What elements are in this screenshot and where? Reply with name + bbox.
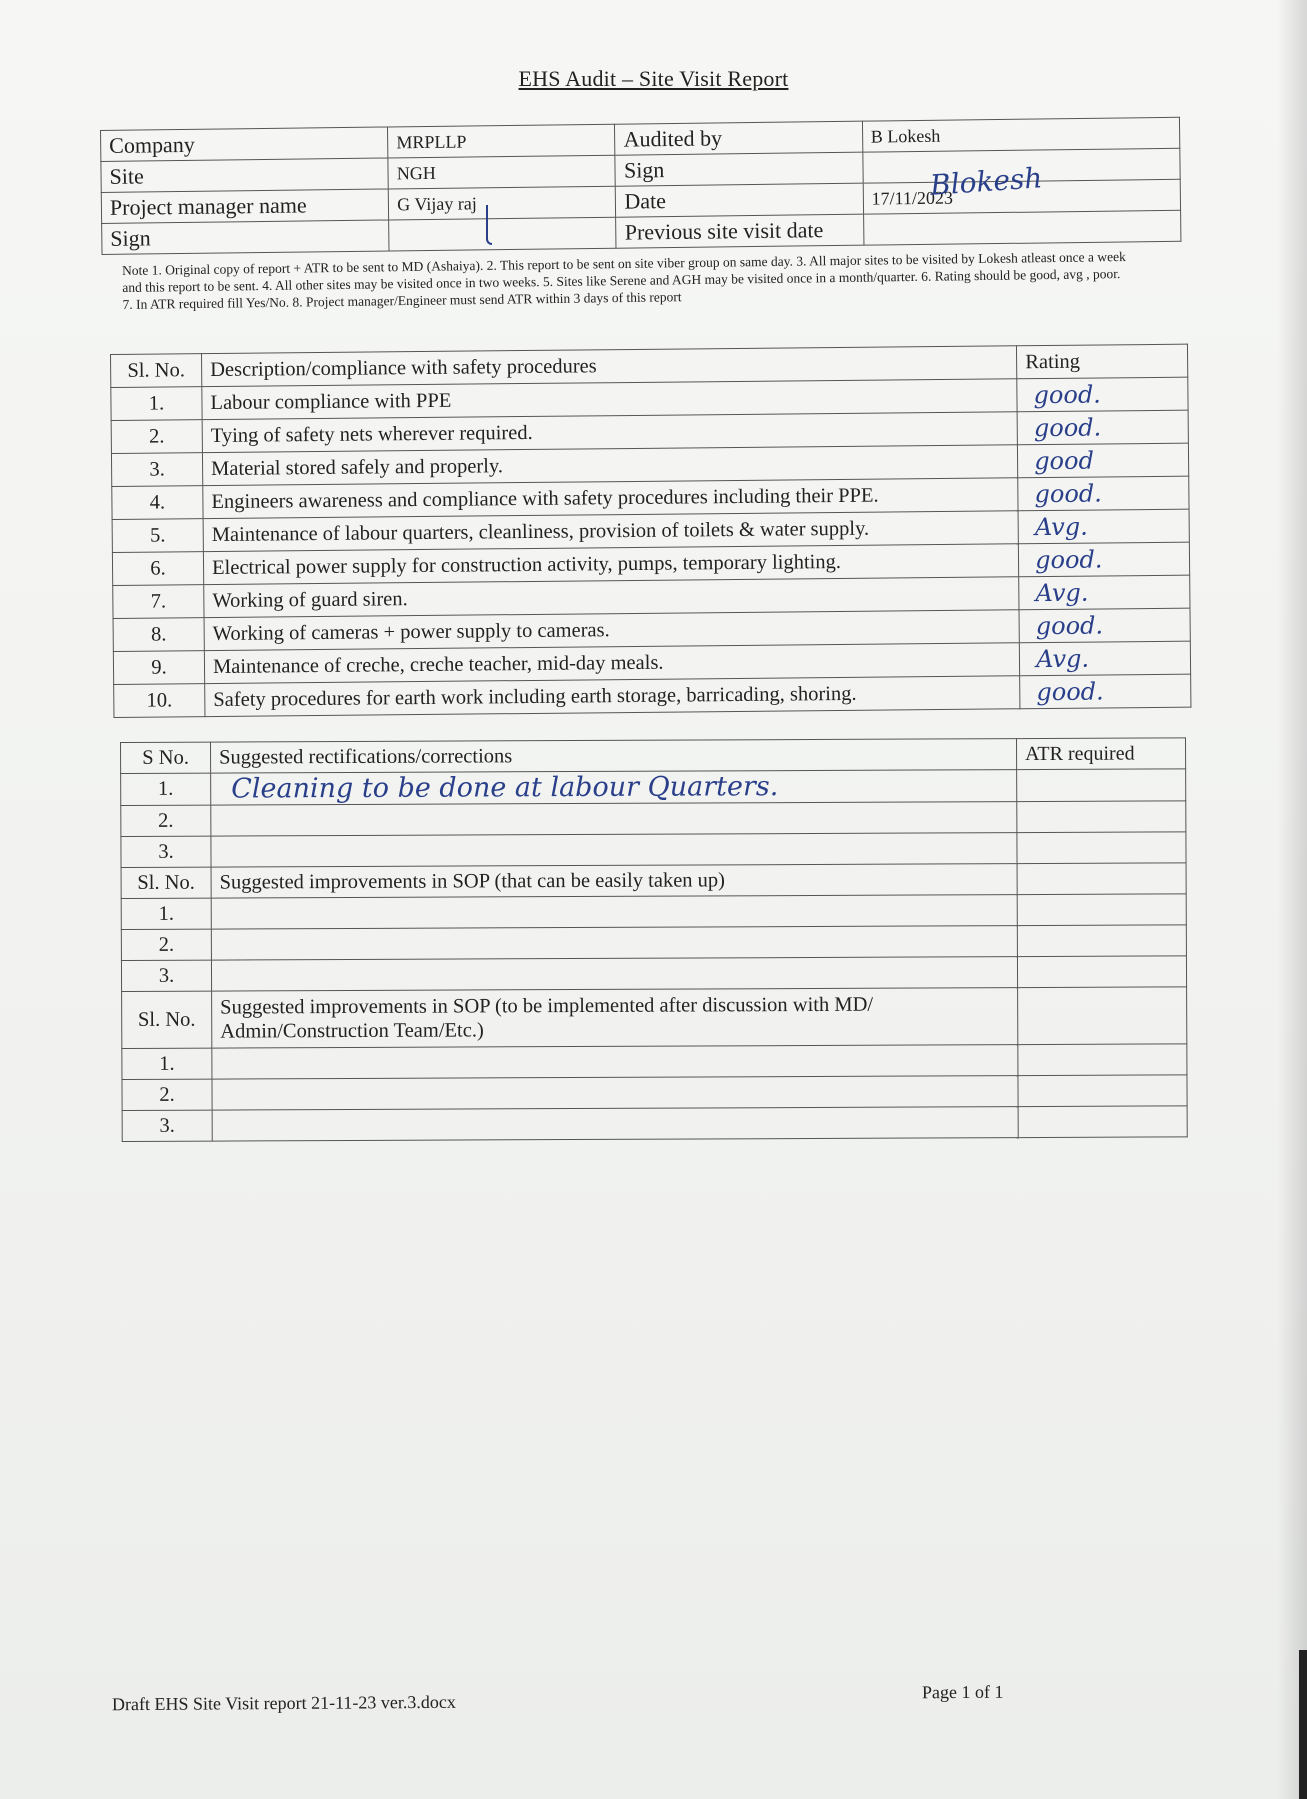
page-edge-shadow [1277, 0, 1307, 1799]
table-row [121, 769, 1186, 806]
row-number: 1. [121, 898, 211, 929]
document-title: EHS Audit – Site Visit Report [518, 66, 789, 91]
rectifications-heading: Suggested rectifications/corrections [211, 739, 1017, 774]
row-number: 4. [112, 486, 203, 520]
row-number: 3. [121, 960, 211, 991]
description-header: Description/compliance with safety procedures [202, 346, 1017, 387]
row-rating: good. [1017, 410, 1188, 445]
sop-discussion-text [212, 1076, 1018, 1111]
row-rating: good. [1017, 377, 1188, 412]
site-value: NGH [388, 155, 616, 189]
row-number: 2. [121, 929, 211, 960]
footer-filename: Draft EHS Site Visit report 21-11-23 ver.3.docx [111, 1691, 456, 1715]
row-number: 3. [122, 1110, 212, 1141]
sop-easy-heading: Suggested improvements in SOP (that can be easily taken up) [211, 864, 1017, 899]
pm-value: G Vijay raj [389, 186, 617, 220]
row-number: 8. [113, 618, 204, 652]
sop-easy-text [211, 926, 1017, 961]
prev-visit-value [863, 210, 1181, 245]
rectification-text: Cleaning to be done at labour Quarters. [211, 770, 1017, 806]
row-rating: good [1018, 443, 1189, 478]
sop-easy-text [211, 895, 1017, 930]
audited-by-label: Audited by [615, 121, 863, 155]
row-number: 3. [121, 836, 211, 867]
sl-no-header: Sl. No. [122, 991, 212, 1048]
atr-cell [1017, 832, 1186, 864]
atr-cell [1018, 987, 1187, 1045]
s-no-header: S No. [121, 742, 211, 773]
compliance-table [110, 344, 1191, 718]
row-rating: Avg. [1019, 575, 1190, 610]
table-row [122, 1106, 1187, 1142]
table-row [121, 925, 1186, 961]
row-number: 1. [111, 387, 202, 421]
rectification-text [211, 802, 1017, 837]
table-row [121, 956, 1186, 992]
table-row [121, 832, 1186, 868]
atr-cell [1017, 863, 1186, 895]
row-number: 10. [114, 684, 205, 718]
background-edge [1299, 1650, 1307, 1799]
row-rating: Avg. [1018, 509, 1189, 544]
row-number: 1. [121, 773, 211, 805]
rectification-text [211, 833, 1017, 868]
auditor-signature: Blokesh [928, 161, 1044, 202]
row-description: Engineers awareness and compliance with safety procedures including their PPE. [203, 478, 1018, 519]
prev-visit-label: Previous site visit date [616, 214, 864, 248]
row-number: 2. [121, 805, 211, 836]
sop-discussion-text [212, 1107, 1018, 1142]
table-row [122, 1044, 1187, 1080]
row-description: Maintenance of creche, creche teacher, mid-day meals. [204, 643, 1019, 684]
row-description: Safety procedures for earth work including earth storage, barricading, shoring. [205, 676, 1020, 717]
atr-cell [1018, 1044, 1187, 1076]
rating-header: Rating [1017, 344, 1188, 379]
company-label: Company [101, 127, 389, 162]
table-row [121, 894, 1186, 930]
row-description: Electrical power supply for construction activity, pumps, temporary lighting. [203, 544, 1018, 585]
row-description: Labour compliance with PPE [202, 379, 1017, 420]
row-number: 2. [122, 1079, 212, 1110]
row-number: 9. [113, 651, 204, 685]
row-rating: Avg. [1019, 641, 1190, 676]
row-number: 6. [112, 552, 203, 586]
row-rating: good. [1019, 608, 1190, 643]
row-description: Maintenance of labour quarters, cleanliness, provision of toilets & water supply. [203, 511, 1018, 552]
suggestions-table [120, 737, 1188, 1142]
atr-cell [1017, 769, 1186, 802]
row-number: 7. [113, 585, 204, 619]
company-value: MRPLLP [388, 124, 616, 158]
row-rating: good. [1018, 476, 1189, 511]
atr-cell [1017, 925, 1186, 957]
footer-page-number: Page 1 of 1 [921, 1681, 1004, 1703]
row-rating: good. [1019, 542, 1190, 577]
audited-by-value: B Lokesh [862, 117, 1180, 152]
row-description: Tying of safety nets wherever required. [202, 412, 1017, 453]
table-row [121, 801, 1186, 837]
row-number: 5. [112, 519, 203, 553]
sl-no-header: Sl. No. [111, 354, 202, 388]
atr-cell [1017, 894, 1186, 926]
row-number: 2. [111, 420, 202, 454]
row-number: 1. [122, 1048, 212, 1079]
pm-sign-label: Sign [102, 220, 390, 255]
row-description: Working of cameras + power supply to cameras. [204, 610, 1019, 651]
instructions-note: Note 1. Original copy of report + ATR to be sent to MD (Ashaiya). 2. This report to be sent on site viber group on same day. 3. All major sites to be visited by Lokesh atleast once a week and this report to be sent. 4. All other sites may be visited once in two weeks. 5. Sites like Serene and AGH may be visited once in a month/quarter. 6. Rating should be good, avg , poor. 7. In ATR required fill Yes/No. 8. Project manager/Engineer must send ATR within 3 days of this report [122, 248, 1126, 312]
sl-no-header: Sl. No. [121, 867, 211, 898]
row-number: 3. [111, 453, 202, 487]
atr-cell [1018, 1106, 1187, 1138]
atr-required-header: ATR required [1017, 738, 1186, 770]
atr-cell [1018, 1075, 1187, 1107]
date-label: Date [616, 183, 864, 217]
row-description: Material stored safely and properly. [202, 445, 1017, 486]
pm-sign-cell [389, 217, 617, 251]
site-label: Site [101, 158, 389, 193]
sop-discussion-text [212, 1045, 1018, 1080]
sop-discussion-heading: Suggested improvements in SOP (to be implemented after discussion with MD/ Admin/Construction Team/Etc.) [212, 988, 1018, 1049]
pm-signature-mark [486, 205, 492, 245]
sign-label: Sign [615, 152, 863, 186]
atr-cell [1018, 956, 1187, 988]
row-description: Working of guard siren. [204, 577, 1019, 618]
sop-easy-text [211, 957, 1017, 992]
table-row [122, 1075, 1187, 1111]
pm-label: Project manager name [101, 189, 389, 224]
atr-cell [1017, 801, 1186, 833]
row-rating: good. [1020, 674, 1191, 709]
date-value: 17/11/2023 [863, 179, 1181, 214]
